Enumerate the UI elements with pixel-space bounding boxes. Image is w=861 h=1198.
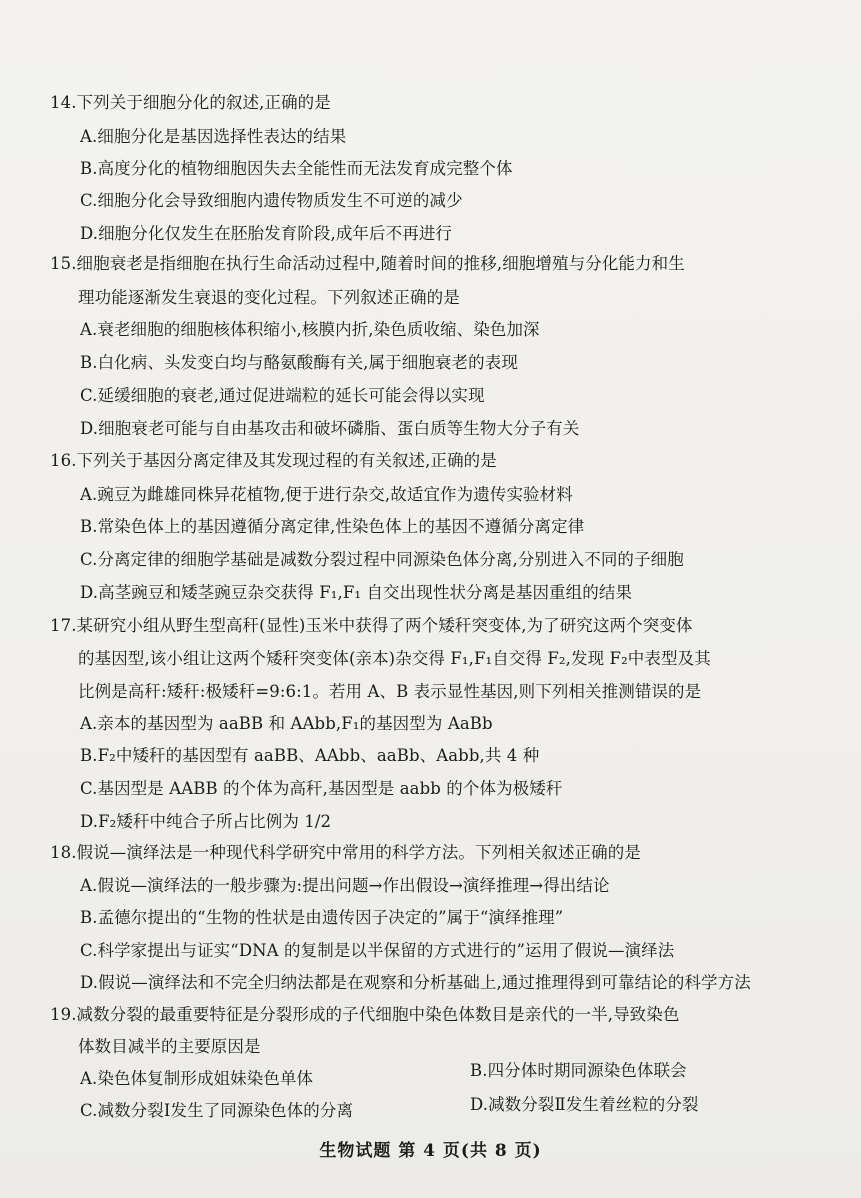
question-17-stem-line1: 17.某研究小组从野生型高秆(显性)玉米中获得了两个矮秆突变体,为了研究这两个突变体: [50, 616, 693, 635]
question-19-stem-line1: 19.减数分裂的最重要特征是分裂形成的子代细胞中染色体数目是亲代的一半,导致染色: [50, 1005, 680, 1024]
question-18-stem: 18.假说—演绎法是一种现代科学研究中常用的科学方法。下列相关叙述正确的是: [50, 843, 641, 862]
question-17-option-b: B.F₂中矮秆的基因型有 aaBB、AAbb、aaBb、Aabb,共 4 种: [80, 746, 540, 765]
page-footer: 生物试题 第 4 页(共 8 页): [319, 1141, 542, 1161]
question-16-option-d: D.高茎豌豆和矮茎豌豆杂交获得 F₁,F₁ 自交出现性状分离是基因重组的结果: [80, 583, 633, 602]
question-16-option-c: C.分离定律的细胞学基础是减数分裂过程中同源染色体分离,分别进入不同的子细胞: [80, 550, 684, 569]
question-19-stem-line2: 体数目减半的主要原因是: [78, 1037, 261, 1056]
question-18-option-d: D.假说—演绎法和不完全归纳法都是在观察和分析基础上,通过推理得到可靠结论的科学方法: [80, 973, 751, 992]
question-14-option-c: C.细胞分化会导致细胞内遗传物质发生不可逆的减少: [80, 191, 463, 210]
question-18-option-c: C.科学家提出与证实“DNA 的复制是以半保留的方式进行的”运用了假说—演绎法: [80, 941, 675, 960]
question-16-option-b: B.常染色体上的基因遵循分离定律,性染色体上的基因不遵循分离定律: [80, 517, 585, 536]
question-18-option-a: A.假说—演绎法的一般步骤为:提出问题→作出假设→演绎推理→得出结论: [80, 876, 610, 895]
question-19-option-d: D.减数分裂Ⅱ发生着丝粒的分裂: [470, 1095, 699, 1114]
question-15-stem-line2: 理功能逐渐发生衰退的变化过程。下列叙述正确的是: [78, 288, 460, 307]
question-17-option-d: D.F₂矮秆中纯合子所占比例为 1/2: [80, 812, 332, 831]
question-19-option-b: B.四分体时期同源染色体联会: [470, 1061, 687, 1080]
question-17-option-c: C.基因型是 AABB 的个体为高秆,基因型是 aabb 的个体为极矮秆: [80, 779, 563, 798]
question-16-stem: 16.下列关于基因分离定律及其发现过程的有关叙述,正确的是: [50, 451, 497, 470]
question-15-stem-line1: 15.细胞衰老是指细胞在执行生命活动过程中,随着时间的推移,细胞增殖与分化能力和生: [50, 254, 685, 273]
question-14-option-d: D.细胞分化仅发生在胚胎发育阶段,成年后不再进行: [80, 224, 453, 243]
question-14-option-b: B.高度分化的植物细胞因失去全能性而无法发育成完整个体: [80, 159, 513, 178]
question-17-option-a: A.亲本的基因型为 aaBB 和 AAbb,F₁的基因型为 AaBb: [80, 714, 493, 733]
question-19-option-a: A.染色体复制形成姐妹染色单体: [80, 1069, 314, 1088]
question-18-option-b: B.孟德尔提出的“生物的性状是由遗传因子决定的”属于“演绎推理”: [80, 908, 564, 927]
question-15-option-d: D.细胞衰老可能与自由基攻击和破坏磷脂、蛋白质等生物大分子有关: [80, 419, 580, 438]
question-15-option-a: A.衰老细胞的细胞核体积缩小,核膜内折,染色质收缩、染色加深: [80, 320, 540, 339]
question-17-stem-line3: 比例是高秆:矮秆:极矮秆=9:6:1。若用 A、B 表示显性基因,则下列相关推测错误的是: [78, 682, 702, 701]
question-15-option-c: C.延缓细胞的衰老,通过促进端粒的延长可能会得以实现: [80, 386, 485, 405]
question-15-option-b: B.白化病、头发变白均与酪氨酸酶有关,属于细胞衰老的表现: [80, 353, 518, 372]
question-16-option-a: A.豌豆为雌雄同株异花植物,便于进行杂交,故适宜作为遗传实验材料: [80, 485, 573, 504]
question-14-stem: 14.下列关于细胞分化的叙述,正确的是: [50, 93, 331, 112]
question-19-option-c: C.减数分裂Ⅰ发生了同源染色体的分离: [80, 1101, 354, 1120]
question-14-option-a: A.细胞分化是基因选择性表达的结果: [80, 127, 347, 146]
question-17-stem-line2: 的基因型,该小组让这两个矮秆突变体(亲本)杂交得 F₁,F₁自交得 F₂,发现 F₂中表型及其: [78, 649, 711, 668]
